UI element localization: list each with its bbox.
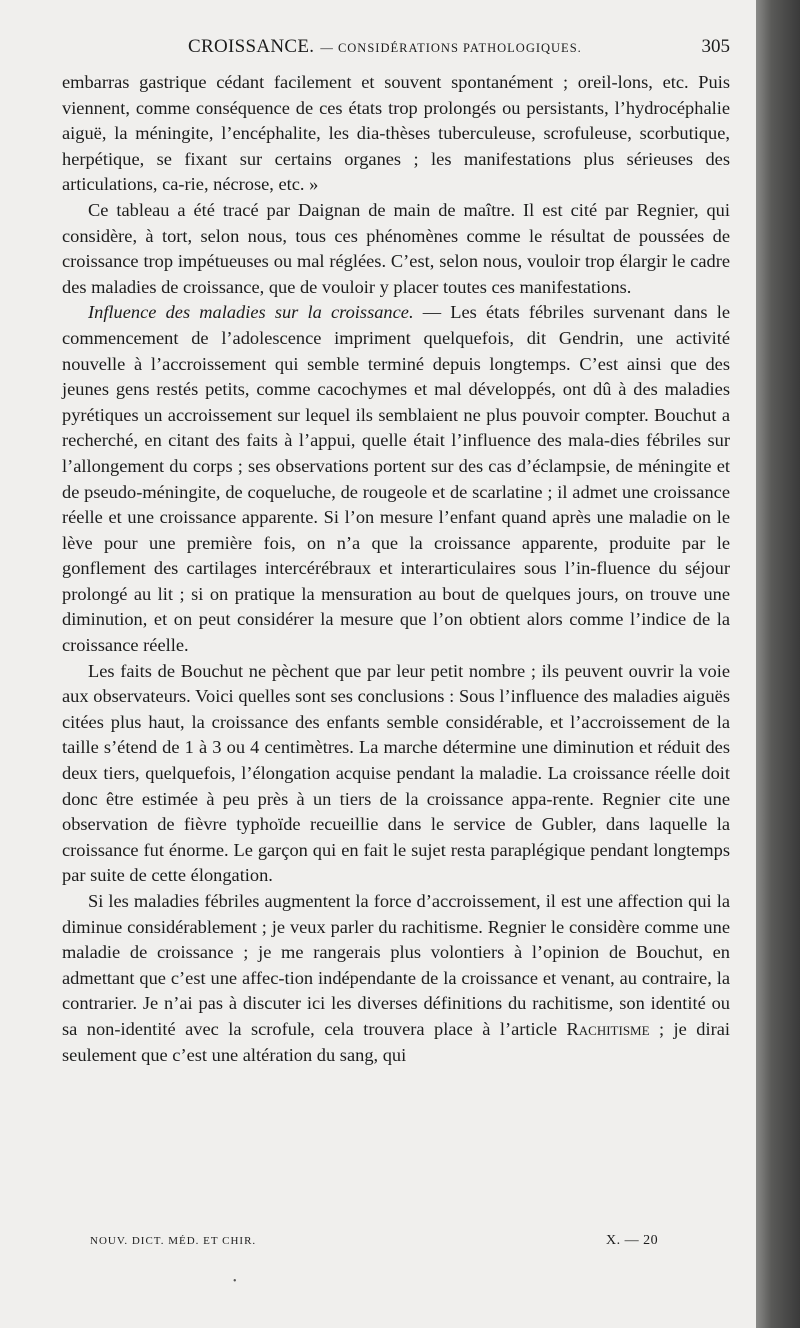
page-edge-shadow bbox=[756, 0, 800, 1328]
footer-publication: NOUV. DICT. MÉD. ET CHIR. bbox=[90, 1235, 257, 1247]
paragraph-3 bbox=[62, 300, 730, 658]
paragraph-4: Les faits de Bouchut ne pèchent que par leur petit nombre ; ils peuvent ouvrir la voie aux observateurs. Voici quelles sont ses conclusions : Sous l’influence des maladies aiguës citées plus haut, la croissance des enfants semble considérable, et l’accroissement de la taille s’étend de 1 à 3 ou 4 centimètres. La marche détermine une diminution et réduit des deux tiers, quelquefois, l’élongation acquise pendant la maladie. La croissance réelle doit donc être estimée à peu près à un tiers de la croissance appa-rente. Regnier cite une observation de fièvre typhoïde recueillie dans le service de Gubler, dans laquelle la croissance fut énorme. Le garçon qui en fait le sujet resta paraplégique pendant longtemps par suite de cette élongation. bbox=[62, 660, 730, 886]
paragraph-1: embarras gastrique cédant facilement et souvent spontanément ; oreil-lons, etc. Puis viennent, comme conséquence de ces états trop prolongés ou persistants, l’hydrocéphalie aiguë, la méningite, l’encéphalite, les dia-thèses tuberculeuse, scrofuleuse, scorbutique, herpétique, se fixant sur certains organes ; les manifestations plus sérieuses des articulations, ca-rie, nécrose, etc. » bbox=[62, 72, 730, 195]
paragraph-5-end: ; je dirai seulement que c’est une altération du sang, qui bbox=[62, 1018, 730, 1065]
section-heading: Influence des maladies sur la croissance. bbox=[88, 302, 414, 323]
footer-signature: X. — 20 bbox=[606, 1233, 659, 1248]
article-reference: Rachitisme bbox=[566, 1018, 650, 1039]
paragraph-5-text: Si les maladies fébriles augmentent la force d’accroissement, il est une affection qui la diminue considérablement ; je veux parler du rachitisme. Regnier le considère comme une maladie de croissance ; je me rangerais plus volontiers à l’opinion de Bouchut, en admettant que c’est une affec-tion indépendante de la croissance et venant, au contraire, la contrarier. Je n’ai pas à discuter ici les diverses définitions du rachitisme, son identité ou sa non-identité avec la scrofule, cela trouvera place à l’article bbox=[62, 891, 730, 1039]
paragraph-5 bbox=[62, 889, 730, 1068]
running-head-title: CROISSANCE. bbox=[188, 36, 315, 57]
running-head bbox=[62, 36, 730, 68]
page-number: 305 bbox=[701, 36, 730, 57]
page-footer bbox=[90, 1233, 730, 1253]
stray-mark: • bbox=[233, 1276, 237, 1287]
paragraph-3-text: — Les états fébriles survenant dans le commencement de l’adolescence impriment quelquefois, dit Gendrin, une activité nouvelle à l’accroissement qui semble terminé depuis longtemps. C’est ainsi que des jeunes gens restés petits, comme cacochymes et mal développés, ont dû à des maladies pyrétiques un accroissement sur lequel ils semblaient ne plus pouvoir compter. Bouchut a recherché, en citant des faits à l’appui, quelle était l’influence des mala-dies fébriles sur l’allongement du corps ; ses observations portent sur des cas d’éclampsie, de méningite et de pseudo-méningite, de coqueluche, de rougeole et de scarlatine ; il admet une croissance réelle et une croissance apparente. Si l’on mesure l’enfant quand après une maladie on le lève pour une première fois, on n’a que la croissance apparente, produite par le gonflement des cartilages intercérébraux et interarticulaires sous l’in-fluence du séjour prolongé au lit ; si on pratique la mensuration au bout de quelques jours, on trouve une diminution, et on peut considérer la mesure que l’on obtient alors comme l’indice de la croissance réelle. bbox=[62, 302, 730, 656]
running-head-subtitle: — CONSIDÉRATIONS PATHOLOGIQUES. bbox=[320, 41, 582, 55]
paragraph-2: Ce tableau a été tracé par Daignan de main de maître. Il est cité par Regnier, qui considère, à tort, selon nous, tous ces phénomènes comme le résultat de poussées de croissance trop impétueuses ou mal réglées. C’est, selon nous, vouloir trop élargir le cadre des maladies de croissance, que de vouloir y placer toutes ces manifestations. bbox=[62, 199, 730, 297]
body-text bbox=[62, 70, 730, 1068]
running-head-title-line bbox=[188, 36, 582, 58]
